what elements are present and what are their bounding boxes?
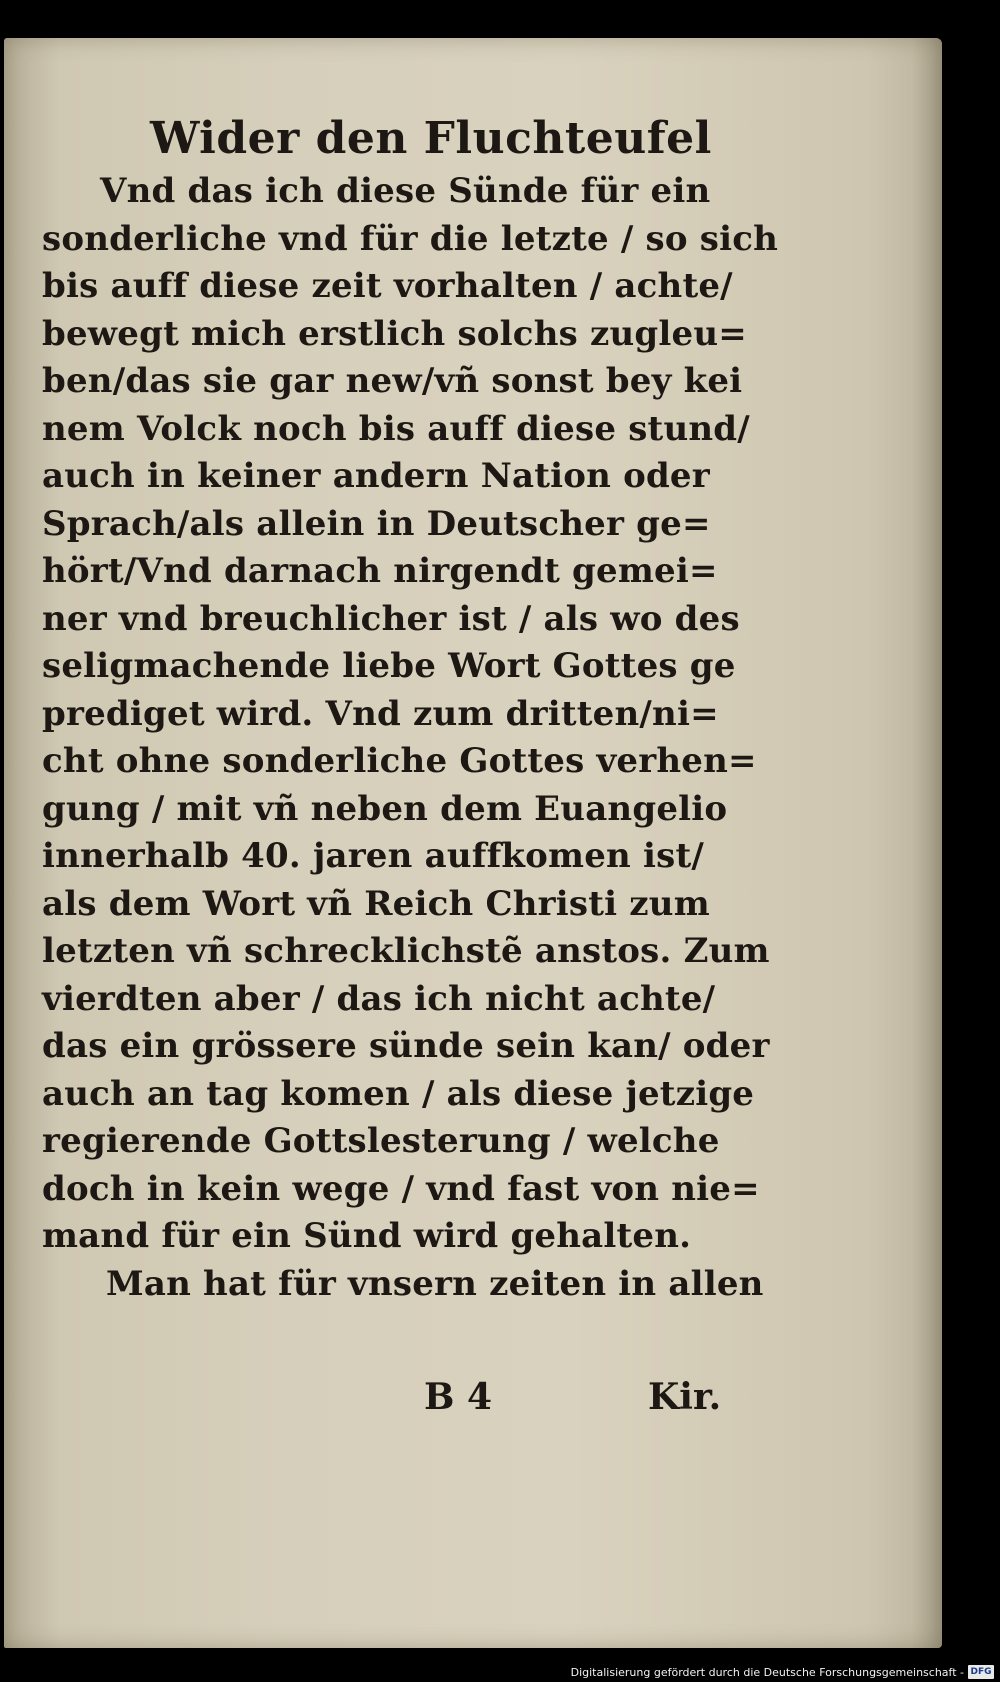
signature-line bbox=[424, 1376, 764, 1432]
text-line: sonderliche vnd für die letzte / so sich bbox=[42, 218, 779, 259]
text-line: als dem Wort vñ Reich Christi zum bbox=[42, 883, 710, 924]
text-line: letzten vñ schrecklichstẽ anstos. Zum bbox=[42, 931, 770, 971]
signature-mark: B 4 bbox=[424, 1376, 493, 1418]
text-line: doch in kein wege / vnd fast von nie= bbox=[42, 1168, 760, 1209]
text-line: seligmachende liebe Wort Gottes ge bbox=[42, 646, 736, 686]
text-line: hört/Vnd darnach nirgendt gemei= bbox=[42, 551, 718, 591]
dfg-logo: DFG bbox=[968, 1665, 994, 1679]
text-line: innerhalb 40. jaren auffkomen ist/ bbox=[42, 836, 704, 876]
text-line: Sprach/als allein in Deutscher ge= bbox=[42, 503, 711, 544]
text-line: Vnd das ich diese Sünde für ein bbox=[100, 171, 711, 211]
text-line: regierende Gottslesterung / welche bbox=[42, 1121, 720, 1161]
footer-bar bbox=[0, 1660, 1000, 1682]
text-line: auch an tag komen / als diese jetzige bbox=[42, 1073, 755, 1114]
text-line: prediget wird. Vnd zum dritten/ni= bbox=[42, 693, 719, 734]
text-line: Man hat für vnsern zeiten in allen bbox=[106, 1263, 764, 1304]
text-block bbox=[42, 110, 779, 1308]
text-line: ben/das sie gar new/vñ sonst bey kei bbox=[42, 361, 743, 401]
text-line: vierdten aber / das ich nicht achte/ bbox=[42, 978, 716, 1019]
text-line: mand für ein Sünd wird gehalten. bbox=[42, 1216, 692, 1256]
digitization-credit: Digitalisierung gefördert durch die Deutsche Forschungsgemeinschaft - bbox=[570, 1666, 964, 1679]
text-line: bewegt mich erstlich solchs zugleu= bbox=[42, 313, 747, 354]
text-line: ner vnd breuchlicher ist / als wo des bbox=[42, 598, 740, 639]
text-line: gung / mit vñ neben dem Euangelio bbox=[42, 788, 728, 829]
text-line: bis auff diese zeit vorhalten / achte/ bbox=[42, 266, 733, 306]
book-page bbox=[4, 38, 942, 1648]
text-line: auch in keiner andern Nation oder bbox=[42, 456, 710, 496]
text-lines bbox=[42, 168, 779, 1308]
text-line: cht ohne sonderliche Gottes verhen= bbox=[42, 741, 757, 781]
catchword: Kir. bbox=[648, 1376, 722, 1418]
running-head: Wider den Fluchteufel bbox=[150, 113, 712, 164]
text-line: nem Volck noch bis auff diese stund/ bbox=[42, 408, 750, 449]
text-line: das ein grössere sünde sein kan/ oder bbox=[42, 1026, 770, 1066]
